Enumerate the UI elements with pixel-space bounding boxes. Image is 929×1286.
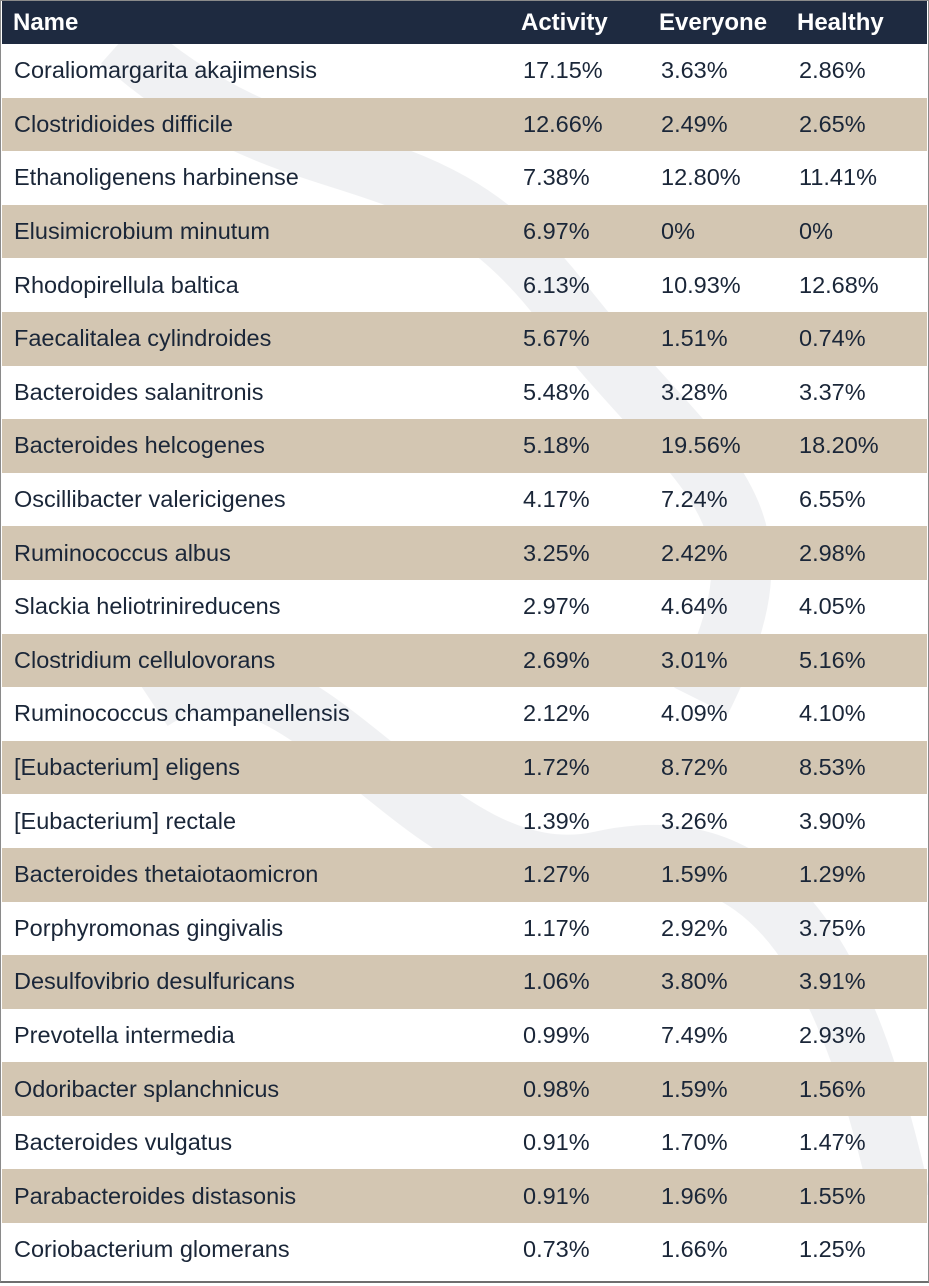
- cell-name: Odoribacter splanchnicus: [14, 1075, 280, 1102]
- column-header-everyone[interactable]: Everyone: [659, 8, 768, 36]
- table-row: [2, 366, 927, 420]
- cell-healthy: 1.25%: [799, 1236, 866, 1263]
- cell-activity: 0.91%: [523, 1182, 590, 1209]
- cell-activity: 3.25%: [523, 539, 590, 566]
- table-row: [2, 98, 927, 152]
- cell-activity: 5.48%: [523, 378, 590, 405]
- table-row: [2, 955, 927, 1009]
- table-row: [2, 634, 927, 688]
- table-row: [2, 205, 927, 259]
- cell-everyone: 8.72%: [661, 754, 728, 781]
- cell-everyone: 1.66%: [661, 1236, 728, 1263]
- cell-everyone: 1.51%: [661, 325, 728, 352]
- cell-name: [Eubacterium] rectale: [14, 807, 237, 834]
- table-row: [2, 151, 927, 205]
- cell-healthy: 3.90%: [799, 807, 866, 834]
- cell-everyone: 2.92%: [661, 914, 728, 941]
- cell-everyone: 2.49%: [661, 110, 728, 137]
- cell-activity: 2.12%: [523, 700, 590, 727]
- cell-name: Prevotella intermedia: [14, 1021, 235, 1048]
- table-row: [2, 1169, 927, 1223]
- cell-activity: 17.15%: [523, 57, 603, 84]
- column-header-healthy[interactable]: Healthy: [797, 8, 884, 36]
- cell-everyone: 1.59%: [661, 861, 728, 888]
- cell-name: Oscillibacter valericigenes: [14, 486, 286, 513]
- cell-everyone: 3.80%: [661, 968, 728, 995]
- cell-everyone: 2.42%: [661, 539, 728, 566]
- cell-everyone: 7.24%: [661, 486, 728, 513]
- table-header-row: [2, 1, 927, 44]
- cell-healthy: 2.65%: [799, 110, 866, 137]
- species-table: [2, 1, 927, 1277]
- cell-activity: 2.69%: [523, 646, 590, 673]
- table-row: [2, 741, 927, 795]
- cell-healthy: 18.20%: [799, 432, 879, 459]
- table-row: [2, 687, 927, 741]
- cell-activity: 2.97%: [523, 593, 590, 620]
- cell-name: Coraliomargarita akajimensis: [14, 57, 317, 84]
- cell-name: Porphyromonas gingivalis: [14, 914, 284, 941]
- table-row: [2, 1223, 927, 1277]
- cell-everyone: 1.96%: [661, 1182, 728, 1209]
- cell-healthy: 0%: [799, 218, 833, 245]
- table-body: [2, 44, 927, 1277]
- cell-everyone: 12.80%: [661, 164, 741, 191]
- cell-name: Slackia heliotrinireducens: [14, 593, 281, 620]
- cell-everyone: 3.26%: [661, 807, 728, 834]
- cell-activity: 4.17%: [523, 486, 590, 513]
- cell-healthy: 4.10%: [799, 700, 866, 727]
- cell-name: Parabacteroides distasonis: [14, 1182, 297, 1209]
- column-header-activity[interactable]: Activity: [521, 8, 608, 36]
- cell-everyone: 1.70%: [661, 1129, 728, 1156]
- cell-healthy: 1.29%: [799, 861, 866, 888]
- cell-healthy: 0.74%: [799, 325, 866, 352]
- cell-name: Clostridioides difficile: [14, 110, 233, 137]
- cell-healthy: 5.16%: [799, 646, 866, 673]
- cell-everyone: 19.56%: [661, 432, 741, 459]
- cell-everyone: 10.93%: [661, 271, 741, 298]
- table-row: [2, 902, 927, 956]
- cell-activity: 7.38%: [523, 164, 590, 191]
- cell-activity: 0.73%: [523, 1236, 590, 1263]
- cell-name: Faecalitalea cylindroides: [14, 325, 272, 352]
- cell-healthy: 4.05%: [799, 593, 866, 620]
- table-row: [2, 1009, 927, 1063]
- cell-activity: 1.06%: [523, 968, 590, 995]
- cell-name: Ruminococcus albus: [14, 539, 231, 566]
- cell-activity: 6.13%: [523, 271, 590, 298]
- cell-everyone: 3.63%: [661, 57, 728, 84]
- cell-activity: 1.72%: [523, 754, 590, 781]
- table-row: [2, 258, 927, 312]
- cell-name: Coriobacterium glomerans: [14, 1236, 290, 1263]
- cell-healthy: 12.68%: [799, 271, 879, 298]
- cell-healthy: 3.91%: [799, 968, 866, 995]
- cell-healthy: 2.98%: [799, 539, 866, 566]
- cell-everyone: 1.59%: [661, 1075, 728, 1102]
- cell-activity: 12.66%: [523, 110, 603, 137]
- cell-healthy: 11.41%: [799, 164, 877, 191]
- cell-activity: 1.39%: [523, 807, 590, 834]
- cell-activity: 5.18%: [523, 432, 590, 459]
- cell-name: Bacteroides vulgatus: [14, 1129, 233, 1156]
- cell-healthy: 6.55%: [799, 486, 866, 513]
- cell-name: Elusimicrobium minutum: [14, 218, 270, 245]
- cell-healthy: 1.55%: [799, 1182, 866, 1209]
- table-row: [2, 1062, 927, 1116]
- cell-everyone: 4.64%: [661, 593, 728, 620]
- table-row: [2, 1116, 927, 1170]
- cell-healthy: 2.93%: [799, 1021, 866, 1048]
- table-row: [2, 312, 927, 366]
- cell-name: Rhodopirellula baltica: [14, 271, 239, 298]
- cell-name: Bacteroides thetaiotaomicron: [14, 861, 319, 888]
- cell-name: Clostridium cellulovorans: [14, 646, 276, 673]
- cell-everyone: 0%: [661, 218, 695, 245]
- cell-everyone: 3.01%: [661, 646, 728, 673]
- cell-name: Desulfovibrio desulfuricans: [14, 968, 295, 995]
- cell-activity: 6.97%: [523, 218, 590, 245]
- table-row: [2, 473, 927, 527]
- cell-activity: 1.17%: [523, 914, 590, 941]
- cell-name: Ruminococcus champanellensis: [14, 700, 350, 727]
- column-header-name[interactable]: Name: [13, 8, 79, 36]
- table-row: [2, 794, 927, 848]
- cell-everyone: 3.28%: [661, 378, 728, 405]
- cell-healthy: 1.56%: [799, 1075, 866, 1102]
- cell-name: Bacteroides salanitronis: [14, 378, 264, 405]
- table-row: [2, 848, 927, 902]
- table-row: [2, 580, 927, 634]
- cell-activity: 0.99%: [523, 1021, 590, 1048]
- table-row: [2, 44, 927, 98]
- cell-activity: 5.67%: [523, 325, 590, 352]
- table-row: [2, 419, 927, 473]
- cell-activity: 1.27%: [523, 861, 590, 888]
- cell-name: Ethanoligenens harbinense: [14, 164, 299, 191]
- cell-name: Bacteroides helcogenes: [14, 432, 265, 459]
- cell-healthy: 3.37%: [799, 378, 866, 405]
- cell-healthy: 2.86%: [799, 57, 866, 84]
- cell-healthy: 8.53%: [799, 754, 866, 781]
- cell-everyone: 4.09%: [661, 700, 728, 727]
- cell-activity: 0.98%: [523, 1075, 590, 1102]
- table-row: [2, 526, 927, 580]
- cell-name: [Eubacterium] eligens: [14, 754, 240, 781]
- cell-healthy: 1.47%: [799, 1129, 866, 1156]
- cell-activity: 0.91%: [523, 1129, 590, 1156]
- cell-healthy: 3.75%: [799, 914, 866, 941]
- cell-everyone: 7.49%: [661, 1021, 728, 1048]
